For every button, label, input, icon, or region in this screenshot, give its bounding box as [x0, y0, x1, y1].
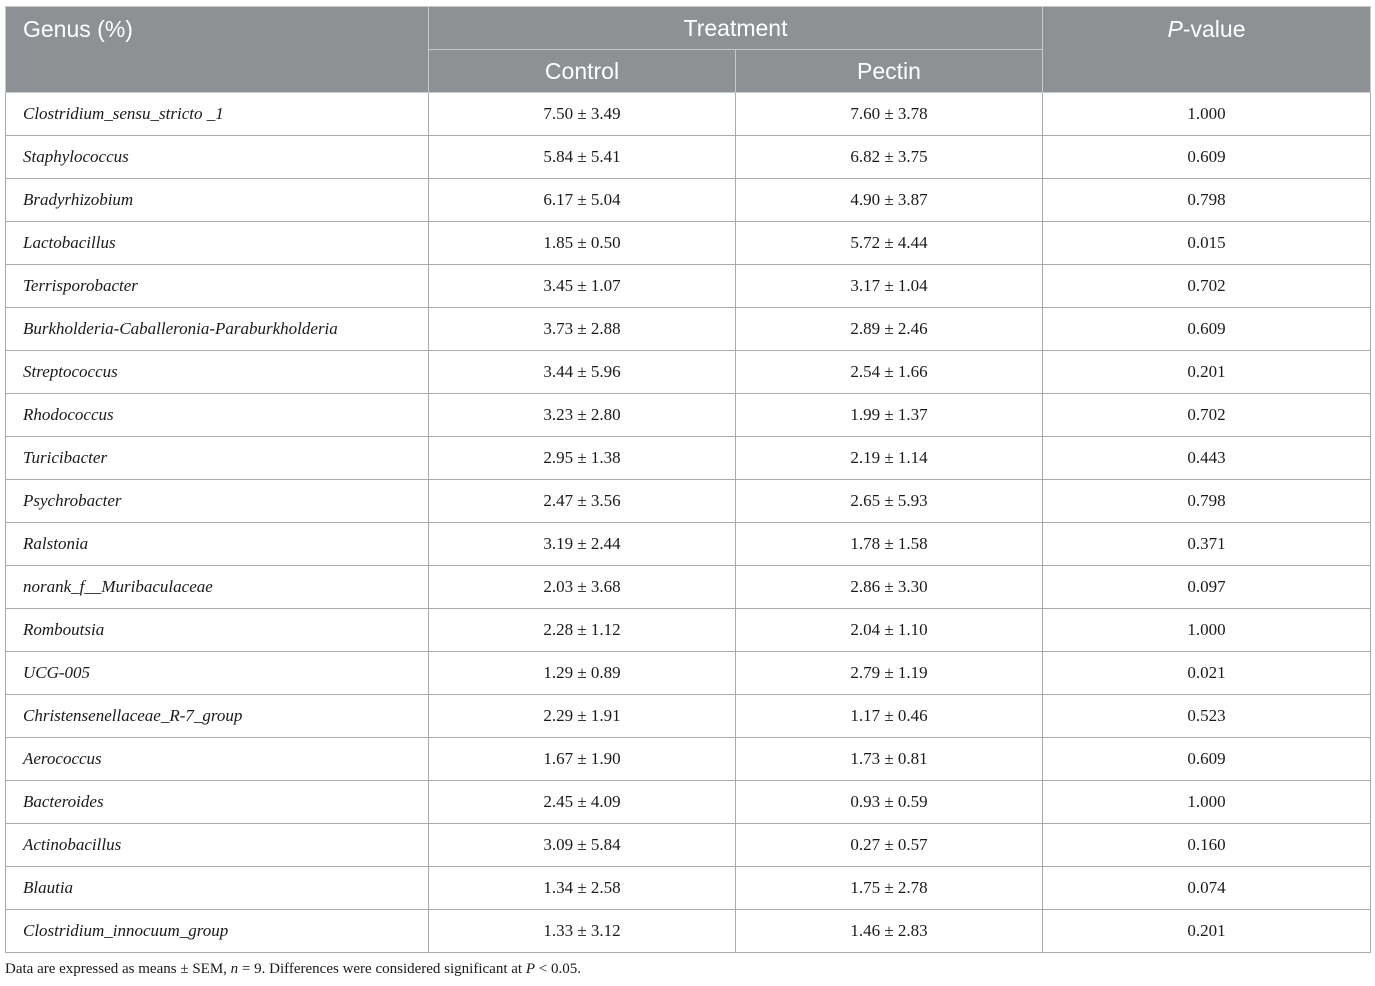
table-row	[6, 738, 1371, 781]
genus-cell: Terrisporobacter	[6, 265, 429, 308]
table-row	[6, 265, 1371, 308]
control-value-cell: 2.45 ± 4.09	[429, 781, 736, 824]
pvalue-cell: 0.702	[1043, 265, 1371, 308]
table-row	[6, 824, 1371, 867]
pectin-value-cell: 1.78 ± 1.58	[736, 523, 1043, 566]
control-value-cell: 5.84 ± 5.41	[429, 136, 736, 179]
pvalue-cell: 0.609	[1043, 308, 1371, 351]
treatment-column-header: Treatment	[429, 7, 1043, 50]
pectin-value-cell: 2.89 ± 2.46	[736, 308, 1043, 351]
control-column-header: Control	[429, 50, 736, 93]
control-value-cell: 1.67 ± 1.90	[429, 738, 736, 781]
control-value-cell: 3.19 ± 2.44	[429, 523, 736, 566]
pectin-value-cell: 1.17 ± 0.46	[736, 695, 1043, 738]
pvalue-cell: 0.609	[1043, 136, 1371, 179]
pvalue-cell: 0.798	[1043, 179, 1371, 222]
footnote-part3: < 0.05.	[535, 961, 581, 977]
data-table-container	[5, 6, 1370, 953]
pvalue-cell: 0.160	[1043, 824, 1371, 867]
pectin-value-cell: 2.86 ± 3.30	[736, 566, 1043, 609]
genus-cell: Romboutsia	[6, 609, 429, 652]
pectin-value-cell: 1.75 ± 2.78	[736, 867, 1043, 910]
genus-cell: Staphylococcus	[6, 136, 429, 179]
table-row	[6, 308, 1371, 351]
pectin-value-cell: 1.99 ± 1.37	[736, 394, 1043, 437]
table-row	[6, 566, 1371, 609]
pectin-value-cell: 7.60 ± 3.78	[736, 93, 1043, 136]
pectin-value-cell: 5.72 ± 4.44	[736, 222, 1043, 265]
pectin-value-cell: 0.93 ± 0.59	[736, 781, 1043, 824]
table-row	[6, 351, 1371, 394]
pvalue-cell: 0.021	[1043, 652, 1371, 695]
genus-cell: Psychrobacter	[6, 480, 429, 523]
pectin-value-cell: 4.90 ± 3.87	[736, 179, 1043, 222]
pvalue-cell: 0.443	[1043, 437, 1371, 480]
control-value-cell: 3.73 ± 2.88	[429, 308, 736, 351]
table-row	[6, 394, 1371, 437]
control-value-cell: 2.47 ± 3.56	[429, 480, 736, 523]
control-value-cell: 1.29 ± 0.89	[429, 652, 736, 695]
pectin-value-cell: 1.73 ± 0.81	[736, 738, 1043, 781]
genus-cell: Clostridium_sensu_stricto _1	[6, 93, 429, 136]
pvalue-cell: 0.702	[1043, 394, 1371, 437]
genus-cell: Christensenellaceae_R-7_group	[6, 695, 429, 738]
footnote-p: P	[525, 961, 535, 977]
pvalue-cell: 1.000	[1043, 93, 1371, 136]
pvalue-cell: 0.015	[1043, 222, 1371, 265]
genus-cell: Clostridium_innocuum_group	[6, 910, 429, 953]
control-value-cell: 3.09 ± 5.84	[429, 824, 736, 867]
control-value-cell: 1.85 ± 0.50	[429, 222, 736, 265]
pvalue-cell: 0.097	[1043, 566, 1371, 609]
pvalue-column-header	[1043, 7, 1371, 93]
table-header	[6, 7, 1371, 93]
genus-cell: norank_f__Muribaculaceae	[6, 566, 429, 609]
pectin-value-cell: 2.79 ± 1.19	[736, 652, 1043, 695]
footnote-part2: = 9. Differences were considered significant at	[238, 961, 526, 977]
table-row	[6, 179, 1371, 222]
control-value-cell: 3.45 ± 1.07	[429, 265, 736, 308]
table-body	[6, 93, 1371, 953]
pvalue-header-italic-p: P	[1167, 16, 1183, 42]
pvalue-cell: 0.201	[1043, 351, 1371, 394]
control-value-cell: 1.33 ± 3.12	[429, 910, 736, 953]
control-value-cell: 2.28 ± 1.12	[429, 609, 736, 652]
pvalue-cell: 0.201	[1043, 910, 1371, 953]
table-row	[6, 437, 1371, 480]
pectin-value-cell: 2.54 ± 1.66	[736, 351, 1043, 394]
genus-cell: Rhodococcus	[6, 394, 429, 437]
control-value-cell: 3.23 ± 2.80	[429, 394, 736, 437]
genus-cell: Aerococcus	[6, 738, 429, 781]
control-value-cell: 6.17 ± 5.04	[429, 179, 736, 222]
pectin-value-cell: 2.19 ± 1.14	[736, 437, 1043, 480]
control-value-cell: 2.95 ± 1.38	[429, 437, 736, 480]
pectin-value-cell: 1.46 ± 2.83	[736, 910, 1043, 953]
control-value-cell: 3.44 ± 5.96	[429, 351, 736, 394]
genus-cell: Bradyrhizobium	[6, 179, 429, 222]
table-row	[6, 781, 1371, 824]
genus-abundance-table	[5, 6, 1371, 953]
genus-cell: Burkholderia-Caballeronia-Paraburkholderia	[6, 308, 429, 351]
pvalue-cell: 1.000	[1043, 609, 1371, 652]
pectin-value-cell: 3.17 ± 1.04	[736, 265, 1043, 308]
pvalue-cell: 0.523	[1043, 695, 1371, 738]
pvalue-cell: 1.000	[1043, 781, 1371, 824]
table-row	[6, 480, 1371, 523]
pectin-value-cell: 2.04 ± 1.10	[736, 609, 1043, 652]
pvalue-cell: 0.074	[1043, 867, 1371, 910]
control-value-cell: 2.03 ± 3.68	[429, 566, 736, 609]
pectin-value-cell: 0.27 ± 0.57	[736, 824, 1043, 867]
genus-cell: UCG-005	[6, 652, 429, 695]
table-row	[6, 222, 1371, 265]
table-row	[6, 910, 1371, 953]
table-row	[6, 609, 1371, 652]
table-row	[6, 652, 1371, 695]
pvalue-cell: 0.798	[1043, 480, 1371, 523]
genus-cell: Streptococcus	[6, 351, 429, 394]
table-footnote	[5, 961, 581, 978]
control-value-cell: 1.34 ± 2.58	[429, 867, 736, 910]
pvalue-cell: 0.609	[1043, 738, 1371, 781]
genus-cell: Turicibacter	[6, 437, 429, 480]
table-row	[6, 695, 1371, 738]
control-value-cell: 2.29 ± 1.91	[429, 695, 736, 738]
genus-cell: Bacteroides	[6, 781, 429, 824]
table-row	[6, 523, 1371, 566]
pectin-value-cell: 2.65 ± 5.93	[736, 480, 1043, 523]
pectin-column-header: Pectin	[736, 50, 1043, 93]
footnote-part1: Data are expressed as means ± SEM,	[5, 961, 231, 977]
genus-cell: Ralstonia	[6, 523, 429, 566]
genus-column-header: Genus (%)	[6, 7, 429, 93]
pvalue-header-suffix: -value	[1182, 16, 1246, 42]
genus-cell: Lactobacillus	[6, 222, 429, 265]
pectin-value-cell: 6.82 ± 3.75	[736, 136, 1043, 179]
table-row	[6, 136, 1371, 179]
footnote-n: n	[230, 961, 239, 977]
table-row	[6, 93, 1371, 136]
table-row	[6, 867, 1371, 910]
genus-cell: Blautia	[6, 867, 429, 910]
genus-cell: Actinobacillus	[6, 824, 429, 867]
pvalue-cell: 0.371	[1043, 523, 1371, 566]
control-value-cell: 7.50 ± 3.49	[429, 93, 736, 136]
